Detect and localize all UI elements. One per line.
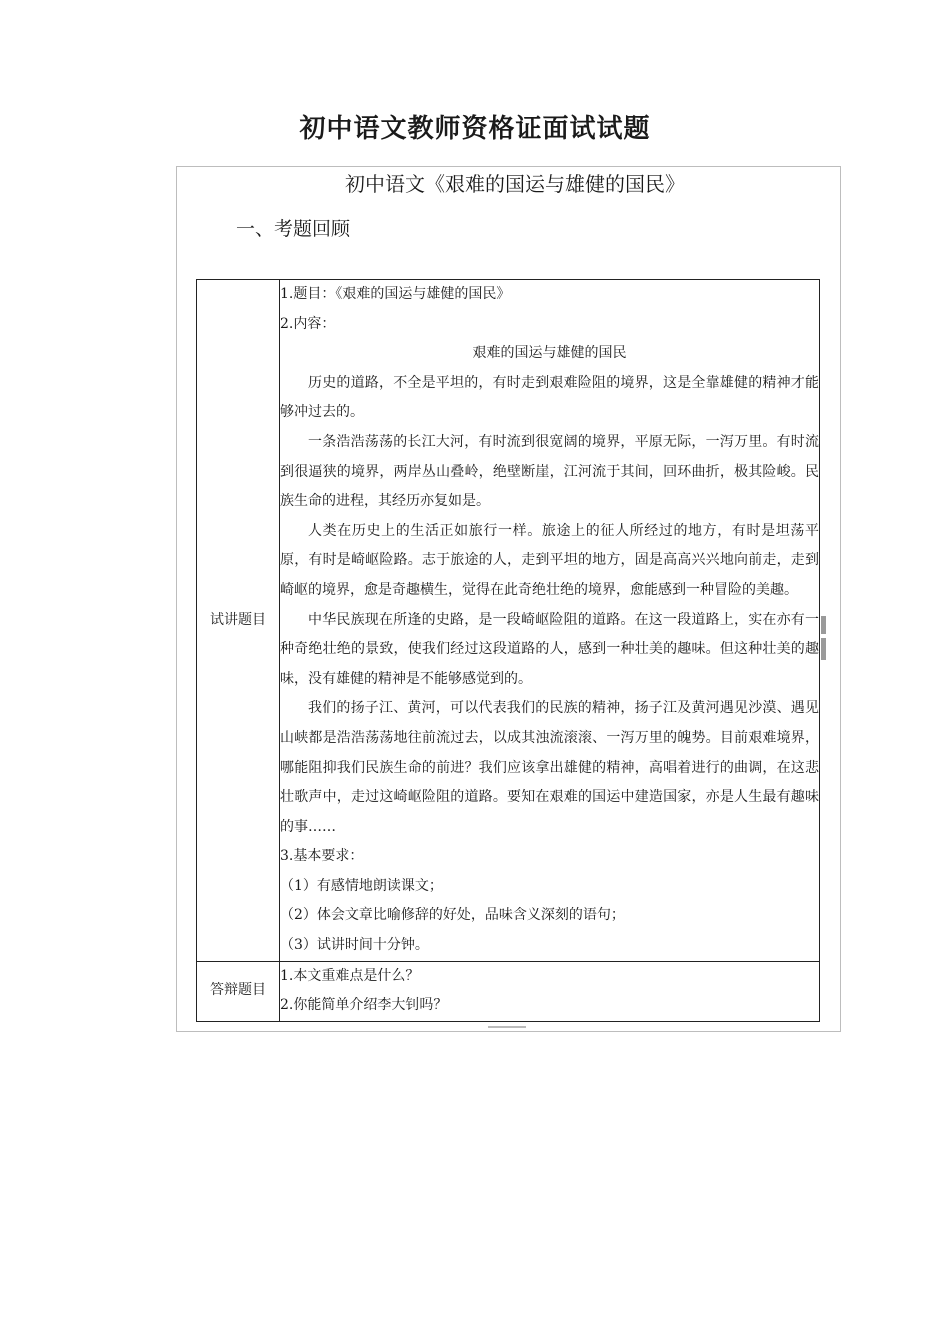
lecture-topic-label: 试讲题目 — [197, 280, 280, 962]
essay-paragraph: 历史的道路，不全是平坦的，有时走到艰难险阻的境界，这是全靠雄健的精神才能够冲过去的。 — [280, 374, 819, 421]
essay-paragraph: 我们的扬子江、黄河，可以代表我们的民族的精神，扬子江及黄河遇见沙漠、遇见山峡都是浩浩荡荡地往前流过去，以成其浊流滚滚、一泻万里的魄势。目前艰难境界，哪能阻抑我们民族生命的前进？我们应该拿出雄健的精神，高唱着进行的曲调，在这悲壮歌声中，走过这崎岖险阻的道路。要知在艰难的国运中建造国家，亦是人生最有趣味的事…… — [280, 700, 819, 835]
lecture-topic-content — [280, 280, 820, 962]
question-item: 2.你能简单介绍李大钊吗？ — [280, 997, 448, 1014]
exam-table — [196, 279, 820, 1022]
scroll-marker — [821, 616, 826, 660]
essay-title: 艰难的国运与雄健的国民 — [472, 345, 627, 362]
lecture-topic-row — [197, 280, 820, 962]
requirement-item: （3）试讲时间十分钟。 — [280, 937, 429, 954]
essay-paragraph: 中华民族现在所逢的史路，是一段崎岖险阻的道路。在这一段道路上，实在亦有一种奇绝壮绝的景致，使我们经过这段道路的人，感到一种壮美的趣味。但这种壮美的趣味，没有雄健的精神是不能够感觉到的。 — [280, 611, 819, 687]
document-title: 初中语文教师资格证面试试题 — [299, 114, 651, 144]
bottom-divider — [488, 1026, 526, 1028]
content-label: 2.内容： — [280, 315, 336, 332]
essay-paragraph: 人类在历史上的生活正如旅行一样。旅途上的征人所经过的地方，有时是坦荡平原，有时是崎岖险路。志于旅途的人，走到平坦的地方，固是高高兴兴地向前走，走到崎岖的境界，愈是奇趣横生，觉得在此奇绝壮绝的境界，愈能感到一种冒险的美趣。 — [280, 522, 819, 598]
defense-questions-content — [280, 961, 820, 1021]
essay-paragraph: 一条浩浩荡荡的长江大河，有时流到很宽阔的境界，平原无际，一泻万里。有时流到很逼狭的境界，两岸丛山叠岭，绝壁断崖，江河流于其间，回环曲折，极其险峻。民族生命的进程，其经历亦复如是。 — [280, 433, 819, 510]
defense-questions-row — [197, 961, 820, 1021]
question-item: 1.本文重难点是什么？ — [280, 967, 420, 984]
topic-line: 1.题目：《艰难的国运与雄健的国民》 — [280, 286, 511, 302]
section-heading: 一、考题回顾 — [236, 218, 351, 240]
card-title: 初中语文《艰难的国运与雄健的国民》 — [345, 172, 685, 196]
requirements-heading: 3.基本要求： — [280, 848, 364, 865]
defense-questions-label: 答辩题目 — [197, 961, 280, 1021]
requirement-item: （2）体会文章比喻修辞的好处，品味含义深刻的语句； — [280, 907, 625, 924]
requirement-item: （1）有感情地朗读课文； — [280, 877, 443, 894]
